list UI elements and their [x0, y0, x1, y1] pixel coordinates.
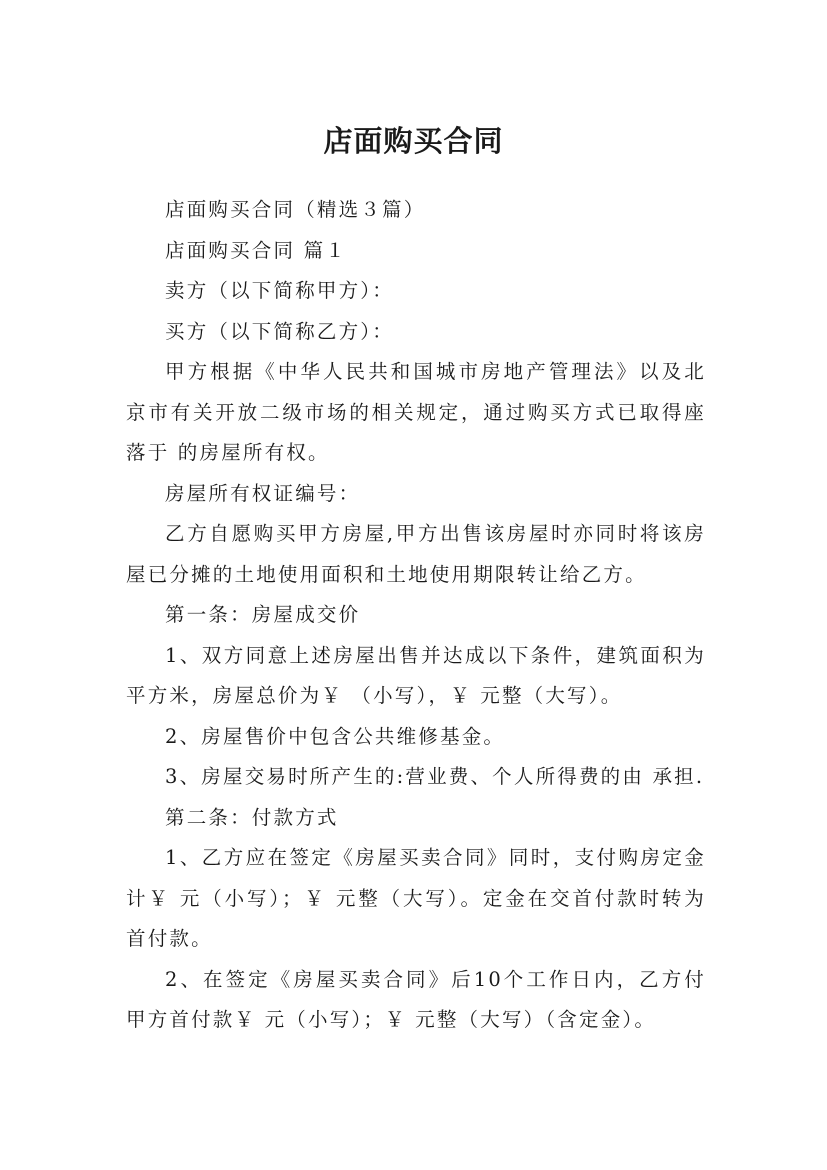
paragraph-certificate-number: 房屋所有权证编号： [165, 481, 361, 505]
paragraph-article-1-heading: 第一条：房屋成交价 [165, 603, 361, 626]
paragraph-article-2-heading: 第二条：付款方式 [165, 805, 339, 829]
paragraph-article-2-item-2: 2、在签定《房屋买卖合同》后10个工作日内，乙方付甲方首付款￥ 元（小写）；￥ 元整（大写）（含定金）。 [126, 967, 706, 1031]
paragraph-subtitle: 店面购买合同（精选３篇） [165, 198, 426, 221]
paragraph-article-1-item-2: 2、房屋售价中包含公共维修基金。 [165, 724, 506, 748]
paragraph-article-1-item-3: 3、房屋交易时所产生的:营业费、个人所得费的由 承担. [165, 765, 705, 788]
paragraph-article-1-item-1: 1、双方同意上述房屋出售并达成以下条件，建筑面积为 平方米，房屋总价为￥ （小写），￥ 元整（大写）。 [126, 643, 706, 707]
paragraph-transfer-statement: 乙方自愿购买甲方房屋,甲方出售该房屋时亦同时将该房屋已分摊的土地使用面积和土地使用期限转让给乙方。 [126, 522, 706, 586]
paragraph-article-2-item-1: 1、乙方应在签定《房屋买卖合同》同时，支付购房定金计￥ 元（小写）；￥ 元整（大写）。定金在交首付款时转为首付款。 [126, 846, 706, 950]
paragraph-section-heading: 店面购买合同 篇１ [165, 238, 347, 262]
paragraph-ownership-basis: 甲方根据《中华人民共和国城市房地产管理法》以及北京市有关开放二级市场的相关规定，通过购买方式已取得座落于 的房屋所有权。 [126, 360, 706, 464]
document-title: 店面购买合同 [323, 124, 504, 159]
paragraph-seller: 卖方（以下简称甲方）： [165, 279, 394, 302]
document-body [126, 190, 706, 1041]
paragraph-buyer: 买方（以下简称乙方）： [165, 319, 394, 343]
